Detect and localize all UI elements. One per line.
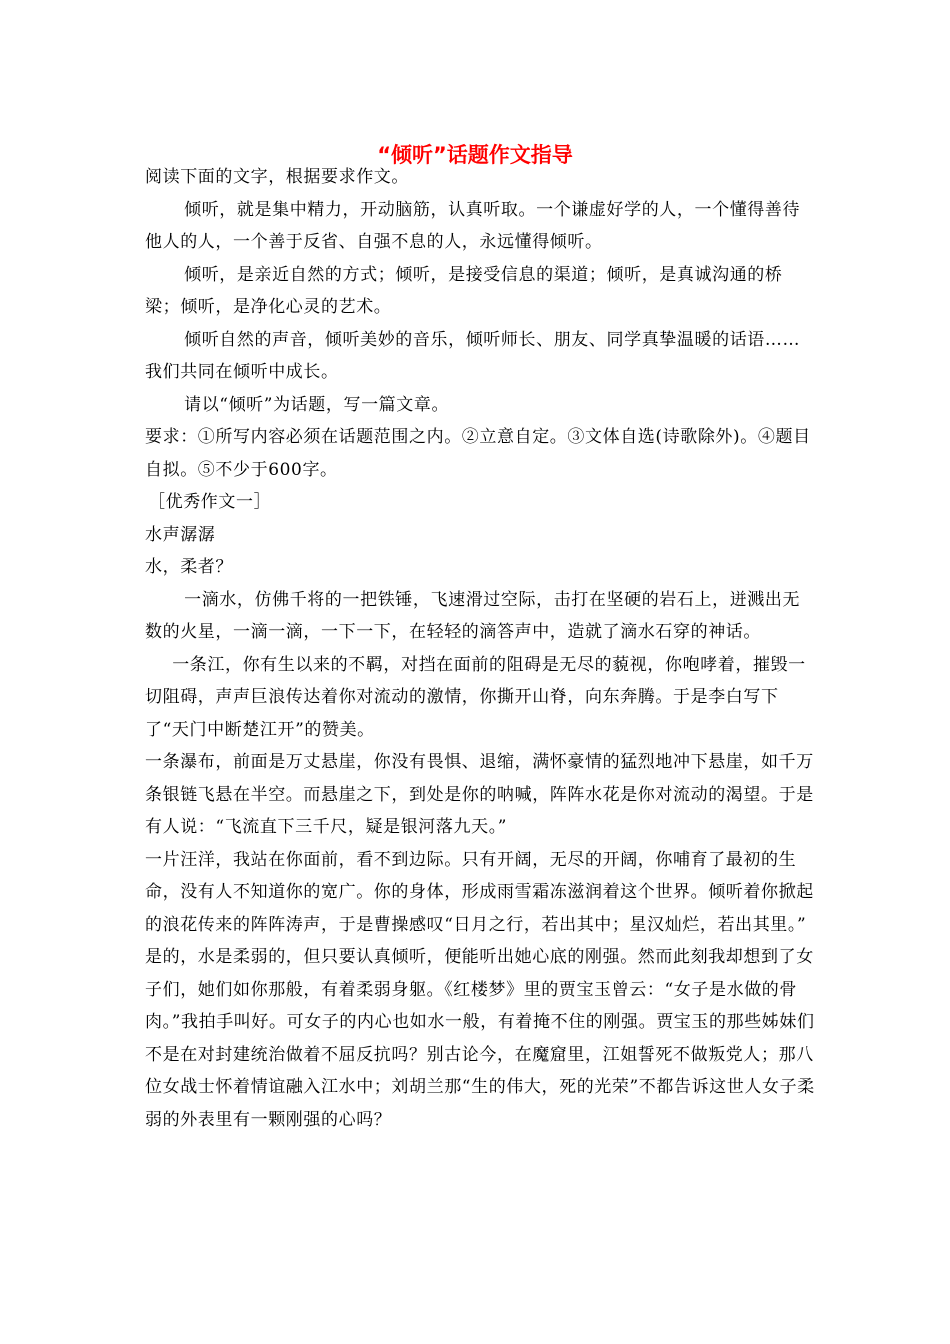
essay-paragraph-1: 一滴水，仿佛千将的一把铁锤，飞速滑过空际，击打在坚硬的岩石上，迸溅出无数的火星，一滴一滴，一下一下，在轻轻的滴答声中，造就了滴水石穿的神话。 — [145, 589, 801, 642]
essay-paragraph-2: 一条江，你有生以来的不羁，对挡在面前的阻碍是无尽的藐视，你咆哮着，摧毁一切阻碍，声声巨浪传达着你对流动的激情，你撕开山脊，向东奔腾。于是李白写下了“天门中断楚江开”的赞美。 — [145, 654, 806, 740]
prompt-requirements: 要求：①所写内容必须在话题范围之内。②立意自定。③文体自选(诗歌除外)。④题目自拟。⑤不少于600字。 — [145, 427, 811, 480]
prompt-task: 请以“倾听”为话题，写一篇文章。 — [184, 394, 450, 415]
essay-paragraph-4: 一片汪洋，我站在你面前，看不到边际。只有开阔，无尽的开阔，你哺育了最初的生命，没有人不知道你的宽广。你的身体，形成雨雪霜冻滋润着这个世界。倾听着你掀起的浪花传来的阵阵涛声，于是曹操感叹“日月之行，若出其中；星汉灿烂，若出其里。” — [145, 849, 814, 935]
document-body — [145, 161, 817, 1136]
essay-paragraph-5: 是的，水是柔弱的，但只要认真倾听，便能听出她心底的刚强。然而此刻我却想到了女子们，她们如你那般，有着柔弱身躯。《红楼梦》里的贾宝玉曾云：“女子是水做的骨肉。”我拍手叫好。可女子的内心也如水一般，有着掩不住的刚强。贾宝玉的那些姊妹们不是在对封建统治做着不屈反抗吗？别古论今，在魔窟里，江姐誓死不做叛党人；那八位女战士怀着情谊融入江水中；刘胡兰那“生的伟大，死的光荣”不都告诉这世人女子柔弱的外表里有一颗刚强的心吗？ — [145, 947, 815, 1130]
document-title: “倾听”话题作文指导 — [377, 143, 573, 167]
essay-paragraph-3: 一条瀑布，前面是万丈悬崖，你没有畏惧、退缩，满怀豪情的猛烈地冲下悬崖，如千万条银链飞悬在半空。而悬崖之下，到处是你的呐喊，阵阵水花是你对流动的渴望。于是有人说：“飞流直下三千尺，疑是银河落九天。” — [145, 752, 814, 837]
prompt-paragraph-3: 倾听自然的声音，倾听美妙的音乐，倾听师长、朋友、同学真挚温暖的话语……我们共同在倾听中成长。 — [145, 329, 801, 382]
prompt-paragraph-2: 倾听，是亲近自然的方式；倾听，是接受信息的渠道；倾听，是真诚沟通的桥梁；倾听，是净化心灵的艺术。 — [145, 264, 783, 317]
essay-heading: 水声潺潺 — [145, 524, 216, 545]
essay-label: ［优秀作文一］ — [148, 492, 272, 512]
prompt-paragraph-1: 倾听，就是集中精力，开动脑筋，认真听取。一个谦虚好学的人，一个懂得善待他人的人，一个善于反省、自强不息的人，永远懂得倾听。 — [145, 199, 801, 252]
essay-opening: 水，柔者？ — [145, 557, 233, 577]
prompt-intro: 阅读下面的文字，根据要求作文。 — [145, 167, 409, 187]
